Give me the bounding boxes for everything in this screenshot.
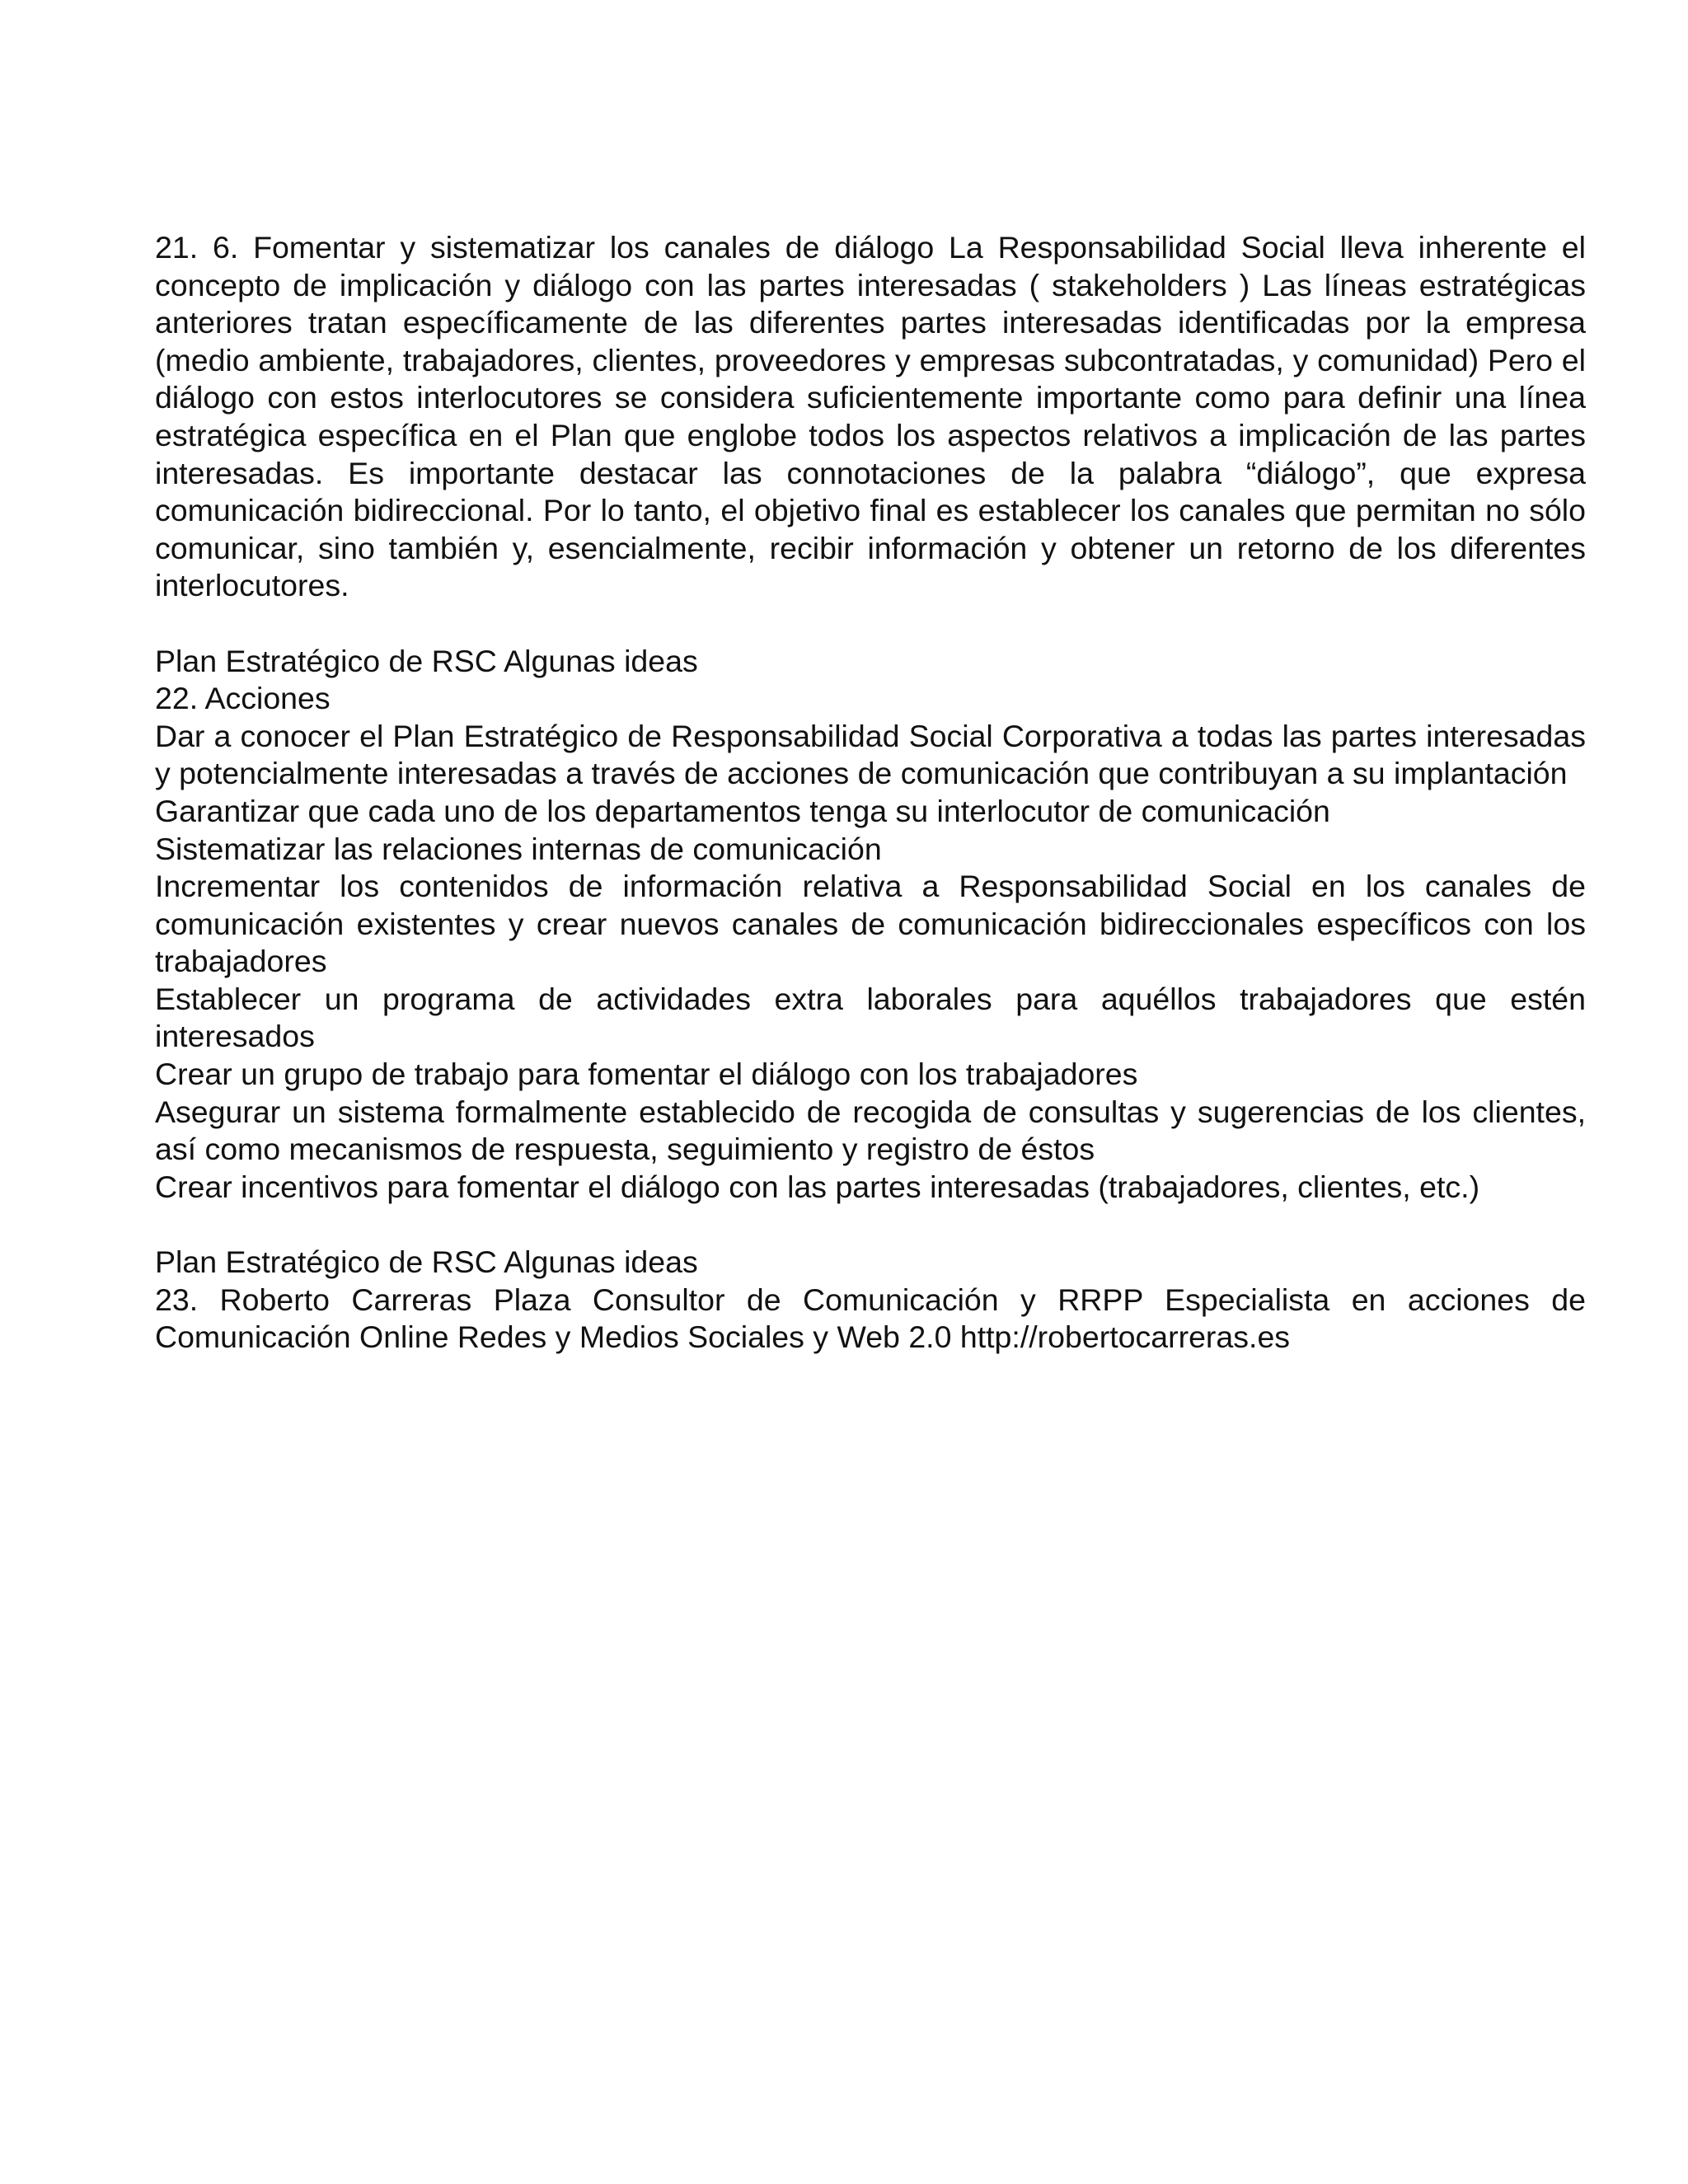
action-item: Crear incentivos para fomentar el diálogo con las partes interesadas (trabajadores, clientes, etc.): [155, 1169, 1480, 1204]
plan-label-2: Plan Estratégico de RSC Algunas ideas: [155, 1244, 698, 1280]
action-item: Asegurar un sistema formalmente establecido de recogida de consultas y sugerencias de los clientes, así como mecanismos de respuesta, seguimiento y registro de éstos: [155, 1094, 1586, 1167]
action-item: Establecer un programa de actividades extra laborales para aquéllos trabajadores que estén interesados: [155, 981, 1586, 1054]
action-item: Incrementar los contenidos de información relativa a Responsabilidad Social en los canales de comunicación existentes y crear nuevos canales de comunicación bidireccionales específicos con los trabajadores: [155, 869, 1586, 979]
section-22-heading: 22. Acciones: [155, 681, 331, 716]
action-item: Garantizar que cada uno de los departamentos tenga su interlocutor de comunicación: [155, 793, 1330, 828]
section-22: [155, 680, 1586, 1206]
plan-label-1: Plan Estratégico de RSC Algunas ideas: [155, 643, 698, 678]
section-23-paragraph: 23. Roberto Carreras Plaza Consultor de Comunicación y RRPP Especialista en acciones de Comunicación Online Redes y Medios Sociales y Web 2.0 http://robertocarreras.es: [155, 1282, 1586, 1355]
document-page: [155, 229, 1586, 1357]
action-item: Crear un grupo de trabajo para fomentar el diálogo con los trabajadores: [155, 1057, 1138, 1092]
action-item: Sistematizar las relaciones internas de comunicación: [155, 831, 882, 866]
action-item: Dar a conocer el Plan Estratégico de Responsabilidad Social Corporativa a todas las partes interesadas y potencialmente interesadas a través de acciones de comunicación que contribuyan a su implantación: [155, 718, 1586, 791]
section-21-paragraph: 21. 6. Fomentar y sistematizar los canales de diálogo La Responsabilidad Social lleva inherente el concepto de implicación y diálogo con las partes interesadas ( stakeholders ) Las líneas estratégicas anteriores tratan específicamente de las diferentes partes interesadas identificadas por la empresa (medio ambiente, trabajadores, clientes, proveedores y empresas subcontratadas, y comunidad) Pero el diálogo con estos interlocutores se considera suficientemente importante como para definir una línea estratégica específica en el Plan que englobe todos los aspectos relativos a implicación de las partes interesadas. Es importante destacar las connotaciones de la palabra “diálogo”, que expresa comunicación bidireccional. Por lo tanto, el objetivo final es establecer los canales que permitan no sólo comunicar, sino también y, esencialmente, recibir información y obtener un retorno de los diferentes interlocutores.: [155, 230, 1586, 603]
